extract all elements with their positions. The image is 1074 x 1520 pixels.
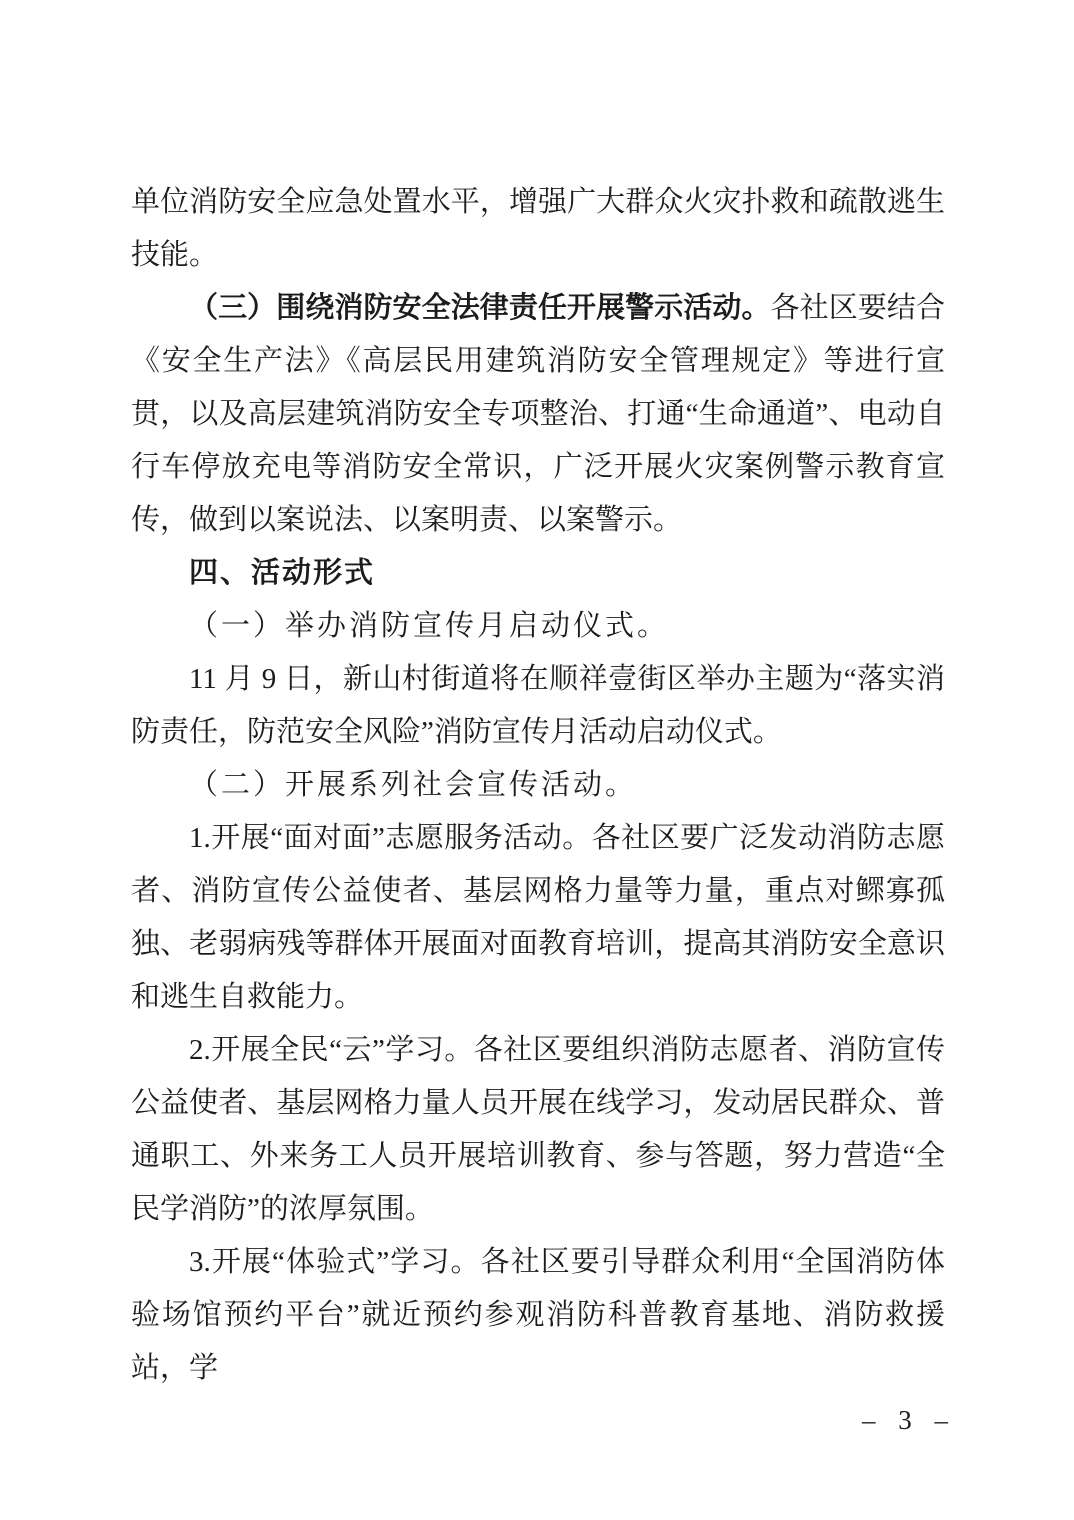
paragraph-launch-ceremony (131, 653, 945, 759)
paragraph-continuation (131, 176, 945, 282)
item-3-heading: （三）围绕消防安全法律责任开展警示活动。 (189, 292, 771, 324)
paragraph-item-3 (131, 282, 945, 547)
paragraph-point-1-text: 1.开展“面对面”志愿服务活动。各社区要广泛发动消防志愿者、消防宣传公益使者、基层网格力量等力量，重点对鳏寡孤独、老弱病残等群体开展面对面教育培训，提高其消防安全意识和逃生自救能力。 (131, 822, 945, 1013)
paragraph-launch-ceremony-text: 11 月 9 日，新山村街道将在顺祥壹街区举办主题为“落实消防责任，防范安全风险”消防宣传月活动启动仪式。 (131, 663, 945, 748)
document-body (131, 176, 945, 1395)
item-3-body: 各社区要结合《安全生产法》《高层民用建筑消防安全管理规定》等进行宣贯，以及高层建筑消防安全专项整治、打通“生命通道”、电动自行车停放充电等消防安全常识，广泛开展火灾案例警示教育宣传，做到以案说法、以案明责、以案警示。 (131, 292, 945, 536)
section-4-heading: 四、活动形式 (189, 557, 376, 589)
paragraph-point-1 (131, 812, 945, 1024)
paragraph-point-2 (131, 1024, 945, 1236)
paragraph-point-3-text: 3.开展“体验式”学习。各社区要引导群众利用“全国消防体验场馆预约平台”就近预约参观消防科普教育基地、消防救援站，学 (131, 1246, 945, 1384)
paragraph-point-3 (131, 1236, 945, 1395)
subsection-1-heading: （一）举办消防宣传月启动仪式。 (189, 610, 670, 642)
paragraph-continuation-text: 单位消防安全应急处置水平，增强广大群众火灾扑救和疏散逃生技能。 (131, 186, 945, 271)
page-number: – 3 – (862, 1405, 956, 1435)
paragraph-point-2-text: 2.开展全民“云”学习。各社区要组织消防志愿者、消防宣传公益使者、基层网格力量人员开展在线学习，发动居民群众、普通职工、外来务工人员开展培训教育、参与答题，努力营造“全民学消防”的浓厚氛围。 (131, 1034, 945, 1225)
subsection-2-heading: （二）开展系列社会宣传活动。 (189, 769, 638, 801)
